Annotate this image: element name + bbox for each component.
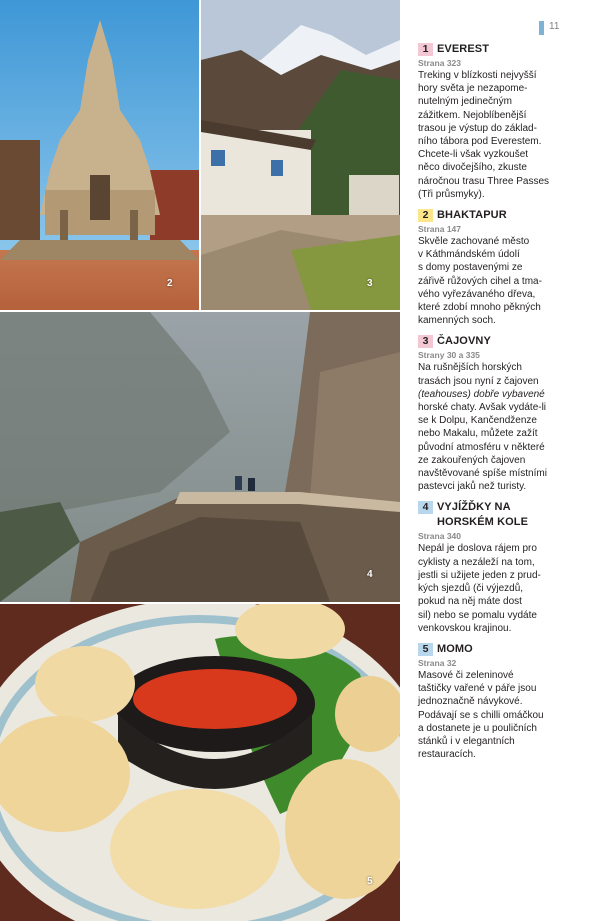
body-line: nebo Makalu, můžete zažít [418,428,538,440]
photo-number: 5 [367,876,373,887]
body-line: které zdobí mnoho pěkných [418,302,541,314]
entry-everest [418,42,586,201]
entry-page-ref: Strana 340 [418,531,461,542]
entry-title: MOMO [437,642,473,655]
body-line: jestli si užijete jeden z prud- [418,569,541,581]
body-line: něco divočejšího, zkuste [418,162,527,174]
entry-number-badge: 4 [418,501,433,514]
photo-number: 4 [367,569,373,580]
body-line: Skvěle zachované město [418,236,530,248]
body-line: trasách jsou nyní z čajoven [418,375,539,387]
photo-mountain-village [201,0,400,310]
body-line: (teahouses) dobře vybavené [418,388,545,400]
body-line: trasou je výstup do základ- [418,122,537,134]
entry-page-ref: Strany 30 a 335 [418,350,480,361]
photo-number: 3 [367,278,373,289]
entry-body [418,361,586,493]
entry-cajovny [418,334,586,493]
entry-mountain-bike [418,500,586,634]
body-line: a dostanete je u pouličních [418,722,537,734]
body-line: původní atmosféru v některé [418,441,545,453]
body-line: náročnou trasu Three Passes [418,175,550,187]
body-line: ního tábora pod Everestem. [418,136,542,148]
entry-title-line: HORSKÉM KOLE [437,516,529,529]
photo-momo-dumplings [0,604,400,921]
photo-bhaktapur-temple [0,0,199,310]
body-line: pokud na něj máte dost [418,596,522,608]
body-line: s domy postavenými ze [418,262,523,274]
entry-bhaktapur [418,208,586,327]
body-line: hory světa je nezapome- [418,83,528,95]
body-line: (Tři průsmyky). [418,188,485,200]
body-line: v Káthmándském údolí [418,249,520,261]
entry-body [418,235,586,327]
photo-mountain-bike-cliff [0,312,400,602]
entry-number-badge: 5 [418,643,433,656]
body-line: Treking v blízkosti nejvyšší [418,70,537,81]
entry-title: ČAJOVNY [437,335,491,348]
body-line: stánků i v elegantních [418,735,515,747]
body-line: zářivě růžových cihel a tma- [418,275,542,287]
body-line: restauracích. [418,749,476,761]
body-line: kamenných soch. [418,315,496,327]
entry-body [418,542,586,634]
page-number-marker [539,21,544,35]
entry-title: EVEREST [437,43,490,55]
entry-body [418,669,586,761]
entry-title [437,500,528,530]
body-line: nutelným jedinečným [418,96,512,108]
highlights-list [418,42,586,768]
entry-page-ref: Strana 323 [418,58,461,68]
body-line: Na rušnějších horských [418,362,522,374]
body-line: jednoznačně návykové. [418,696,523,708]
body-line: navštěvované spíše místními [418,468,547,480]
entry-momo [418,642,586,761]
body-line: Masové či zeleninové [418,669,514,681]
photo-number: 2 [167,278,173,289]
body-line: cyklisty a nezáleží na tom, [418,556,535,568]
entry-number-badge: 3 [418,335,433,348]
entry-title: BHAKTAPUR [437,209,507,222]
entry-title-line: VYJÍŽĎKY NA [437,501,511,514]
body-line: sil) nebo se pomalu vydáte [418,609,537,621]
body-line: se k Dolpu, Kančendženze [418,415,537,427]
body-line: Nepál je doslova rájem pro [418,543,537,555]
body-line: taštičky vařené v páře jsou [418,683,537,695]
body-line: Podávají se s chilli omáčkou [418,709,544,721]
page-number: 11 [549,21,560,32]
entry-body [418,69,586,201]
body-line: vého vyřezávaného dřeva, [418,288,536,300]
entry-page-ref: Strana 32 [418,657,457,668]
body-line: zážitkem. Nejoblíbenější [418,109,527,121]
body-line: horské chaty. Avšak vydáte-li [418,402,547,414]
body-line: venkovskou krajinou. [418,622,512,634]
body-line: pastevci jaků než turisty. [418,481,527,493]
entry-number-badge: 1 [418,43,433,56]
entry-page-ref: Strana 147 [418,224,461,235]
body-line: Chcete-li však vyzkoušet [418,149,529,161]
entry-number-badge: 2 [418,209,433,222]
body-line: kých sjezdů (či výjezdů, [418,583,524,595]
body-line: ze zakouřených čajoven [418,454,526,466]
